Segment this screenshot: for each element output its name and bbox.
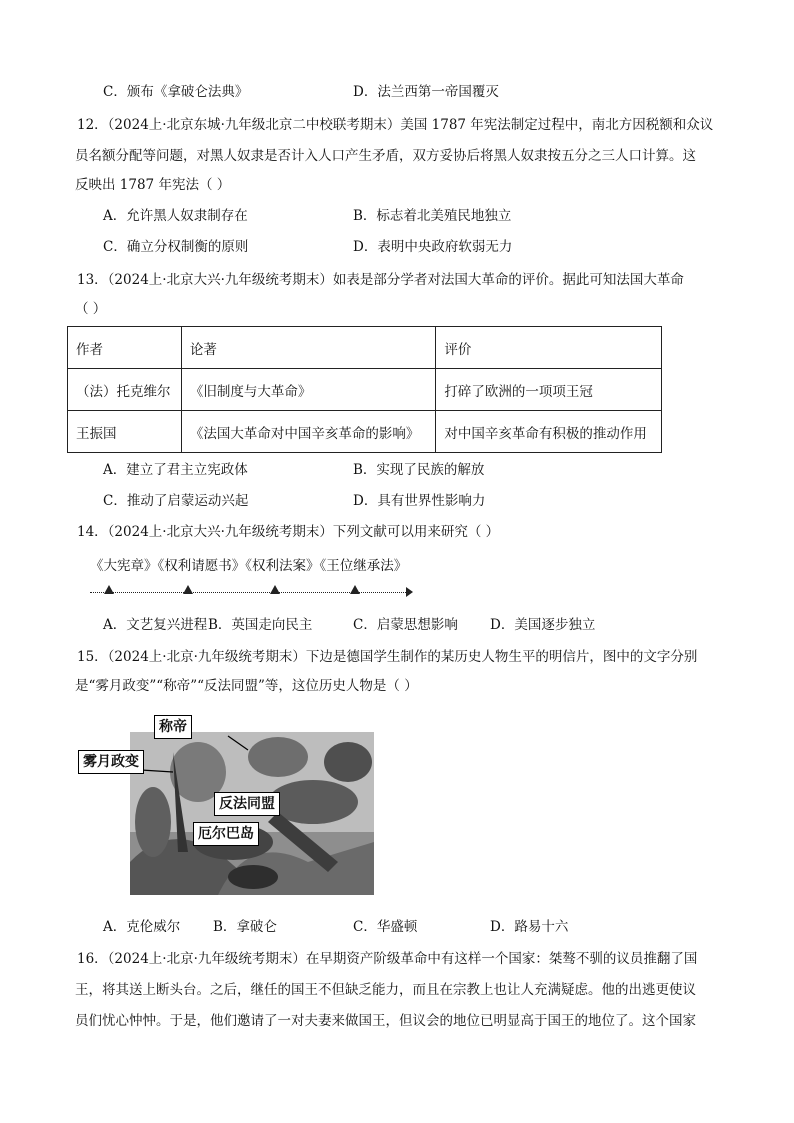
- timeline-marker-icon: [104, 585, 114, 594]
- q14-option-d: D．美国逐步独立: [490, 617, 596, 633]
- postcard-image: [78, 712, 374, 895]
- postcard-label-coalition: 反法同盟: [214, 792, 280, 816]
- q14-option-b: B．英国走向民主: [208, 617, 313, 633]
- q14-timeline: [90, 556, 410, 580]
- postcard-label-coup: 雾月政变: [78, 750, 144, 774]
- q12-option-a: A．允许黑人奴隶制存在: [103, 208, 248, 224]
- timeline-documents: 《大宪章》《权利请愿书》《权利法案》《王位继承法》: [90, 558, 408, 574]
- q13-table: [67, 326, 662, 453]
- q13-line-1: 13．（2024上·北京大兴·九年级统考期末）如表是部分学者对法国大革命的评价。据此可知法国大革命: [77, 272, 684, 288]
- q15-option-a: A．克伦威尔: [103, 919, 181, 935]
- q16-line-2: 王，将其送上断头台。之后，继任的国王不但缺乏能力，而且在宗教上也让人充满疑虑。他的出逃更使议: [75, 982, 696, 998]
- timeline-marker-icon: [270, 585, 280, 594]
- table-row: [68, 411, 662, 453]
- timeline-marker-icon: [183, 585, 193, 594]
- q15-line-2: 是“雾月政变”“称帝”“反法同盟”等，这位历史人物是（ ）: [75, 678, 418, 694]
- q12-option-b: B．标志着北美殖民地独立: [353, 208, 512, 224]
- q15-option-b: B．拿破仑: [213, 919, 277, 935]
- q13-option-c: C．推动了启蒙运动兴起: [103, 493, 249, 509]
- q14-line-1: 14．（2024上·北京大兴·九年级统考期末）下列文献可以用来研究（ ）: [77, 524, 500, 540]
- q16-line-3: 员们忧心忡忡。于是，他们邀请了一对夫妻来做国王，但议会的地位已明显高于国王的地位了。这个国家: [75, 1013, 696, 1029]
- q13-option-d: D．具有世界性影响力: [353, 493, 486, 509]
- timeline-arrow-icon: [406, 587, 413, 597]
- q12-option-c: C．确立分权制衡的原则: [103, 239, 249, 255]
- q12-line-2: 员名额分配等问题，对黑人奴隶是否计入人口产生矛盾，双方妥协后将黑人奴隶按五分之三人口计算。这: [75, 148, 696, 164]
- q12-option-d: D．表明中央政府软弱无力: [353, 239, 513, 255]
- q13-option-b: B．实现了民族的解放: [353, 462, 485, 478]
- q13-option-a: A．建立了君主立宪政体: [103, 462, 248, 478]
- q16-line-1: 16．（2024上·北京·九年级统考期末）在早期资产阶级革命中有这样一个国家：桀骜不驯的议员推翻了国: [77, 951, 698, 967]
- table-header-cell: 评价: [436, 327, 662, 369]
- q15-line-1: 15．（2024上·北京·九年级统考期末）下边是德国学生制作的某历史人物生平的明信片，图中的文字分别: [77, 649, 698, 665]
- q12-line-3: 反映出 1787 年宪法（ ）: [75, 177, 231, 193]
- table-row: [68, 369, 662, 411]
- table-cell: 《法国大革命对中国辛亥革命的影响》: [181, 411, 436, 453]
- q13-line-2: （ ）: [75, 301, 107, 317]
- postcard-label-elba: 厄尔巴岛: [193, 822, 259, 846]
- q11-option-d: D．法兰西第一帝国覆灭: [353, 84, 499, 100]
- table-cell: （法）托克维尔: [68, 369, 182, 411]
- table-cell: 王振国: [68, 411, 182, 453]
- table-header-cell: 作者: [68, 327, 182, 369]
- timeline-axis: [90, 592, 408, 593]
- postcard-label-emperor: 称帝: [154, 715, 192, 739]
- q11-option-c: C．颁布《拿破仑法典》: [103, 84, 249, 100]
- q15-option-d: D．路易十六: [490, 919, 569, 935]
- table-header-row: [68, 327, 662, 369]
- q15-option-c: C．华盛顿: [353, 919, 418, 935]
- timeline-marker-icon: [350, 585, 360, 594]
- q14-option-a: A．文艺复兴进程: [103, 617, 208, 633]
- q14-option-c: C．启蒙思想影响: [353, 617, 458, 633]
- table-cell: 对中国辛亥革命有积极的推动作用: [436, 411, 662, 453]
- q12-line-1: 12．（2024上·北京东城·九年级北京二中校联考期末）美国 1787 年宪法制定过程中，南北方因税额和众议: [77, 117, 714, 133]
- table-cell: 《旧制度与大革命》: [181, 369, 436, 411]
- table-cell: 打碎了欧洲的一项项王冠: [436, 369, 662, 411]
- table-header-cell: 论著: [181, 327, 436, 369]
